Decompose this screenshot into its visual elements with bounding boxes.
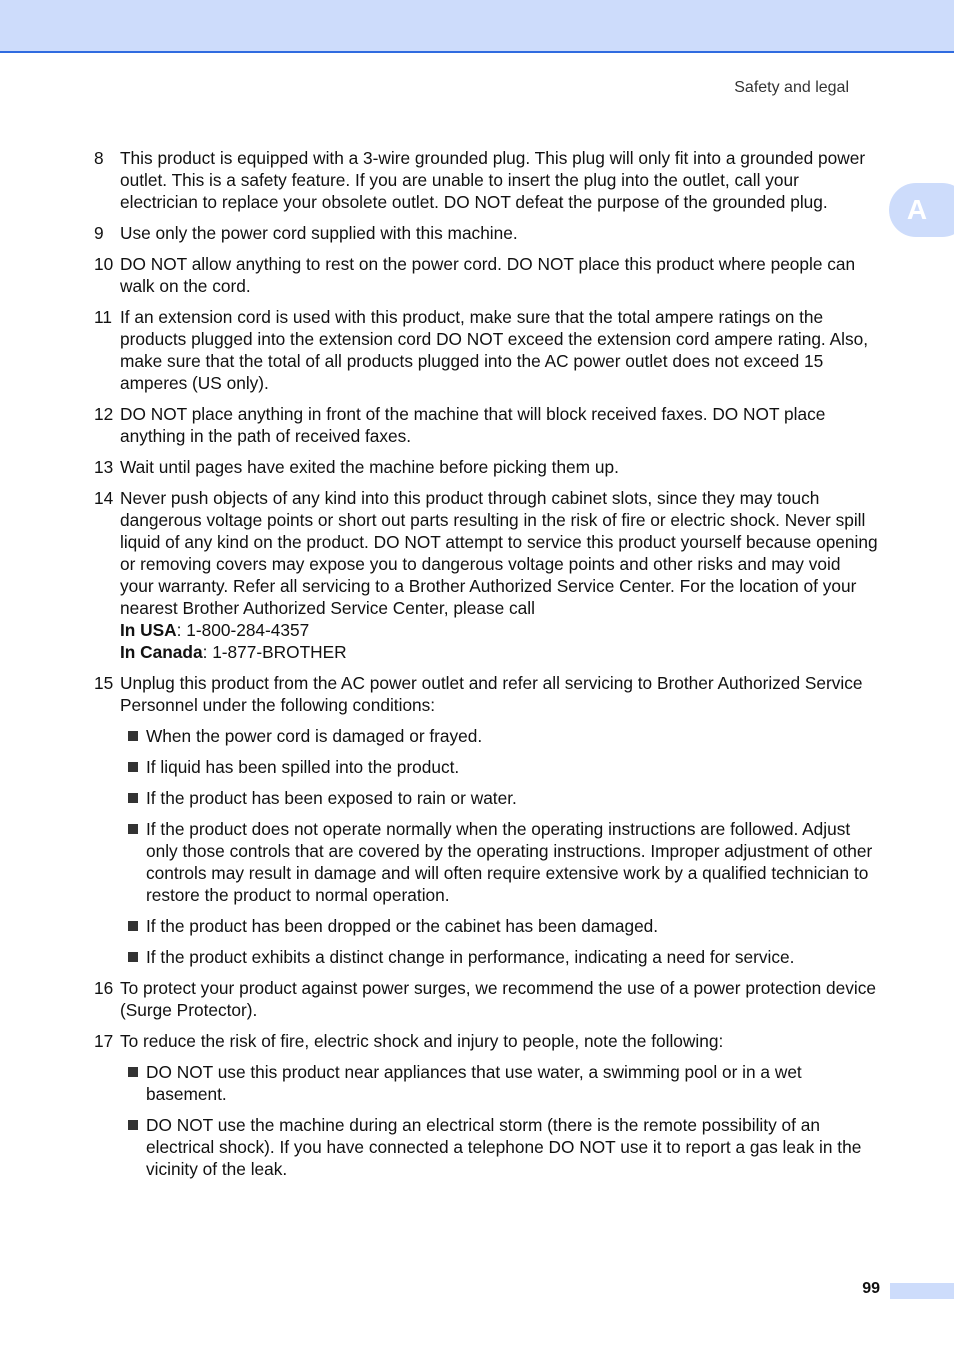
- bullet-item: [120, 946, 878, 968]
- bullet-text: When the power cord is damaged or frayed.: [146, 726, 483, 746]
- item-number: 12: [94, 404, 114, 424]
- item-text: This product is equipped with a 3-wire grounded plug. This plug will only fit into a grounded power outlet. This is a safety feature. If you are unable to insert the plug into the outlet, call your electrician to replace your obsolete outlet. DO NOT defeat the purpose of the grounded plug.: [120, 148, 866, 212]
- item-text: If an extension cord is used with this product, make sure that the total ampere ratings on the products plugged into the extension cord DO NOT exceed the extension cord ampere rating. Also, make sure that the total of all products plugged into the AC power outlet does not exceed 15 amperes (US only).: [120, 307, 869, 393]
- item-text: Wait until pages have exited the machine before picking them up.: [120, 457, 619, 477]
- usa-label: In USA: [120, 620, 177, 640]
- item-text: Use only the power cord supplied with this machine.: [120, 223, 518, 243]
- bullet-list: [120, 1061, 878, 1180]
- bullet-text: DO NOT use this product near appliances that use water, a swimming pool or in a wet basement.: [146, 1062, 802, 1104]
- list-item: [94, 977, 878, 1021]
- running-header: Safety and legal: [734, 79, 849, 96]
- chapter-tab: [889, 183, 954, 237]
- bullet-text: If the product does not operate normally when the operating instructions are followed. Adjust only those controls that are covered by the operating instructions. Improper adjustment of other controls may result in damage and will often require extensive work by a qualified technician to restore the product to normal operation.: [146, 819, 873, 905]
- item-text: Never push objects of any kind into this product through cabinet slots, since they may touch dangerous voltage points or short out parts resulting in the risk of fire or electric shock. Never spill liquid of any kind on the product. DO NOT attempt to service this product yourself because opening or removing covers may expose you to dangerous voltage points and other risks and may void your warranty. Refer all servicing to a Brother Authorized Service Center. For the location of your nearest Brother Authorized Service Center, please call: [120, 488, 878, 618]
- bullet-text: If the product has been exposed to rain or water.: [146, 788, 517, 808]
- page-number: 99: [862, 1280, 880, 1297]
- item-number: 17: [94, 1031, 114, 1051]
- bullet-item: [120, 1061, 878, 1105]
- bullet-text: If the product exhibits a distinct change in performance, indicating a need for service.: [146, 947, 795, 967]
- bullet-text: If the product has been dropped or the cabinet has been damaged.: [146, 916, 659, 936]
- bullet-list: [120, 725, 878, 968]
- bullet-item: [120, 915, 878, 937]
- bullet-item: [120, 818, 878, 906]
- item-number: 15: [94, 673, 114, 693]
- item-text: DO NOT place anything in front of the machine that will block received faxes. DO NOT place anything in the path of received faxes.: [120, 404, 826, 446]
- canada-phone-line: [120, 641, 878, 663]
- list-item: [94, 253, 878, 297]
- list-item: [94, 1030, 878, 1180]
- item-number: 11: [94, 307, 112, 327]
- list-item: [94, 222, 878, 244]
- square-bullet-icon: [128, 824, 138, 834]
- item-text: Unplug this product from the AC power outlet and refer all servicing to Brother Authorized Service Personnel under the following conditions:: [120, 673, 863, 715]
- bullet-item: [120, 1114, 878, 1180]
- square-bullet-icon: [128, 762, 138, 772]
- item-number: 8: [94, 148, 104, 168]
- bullet-item: [120, 756, 878, 778]
- list-item: [94, 456, 878, 478]
- bullet-item: [120, 787, 878, 809]
- square-bullet-icon: [128, 921, 138, 931]
- bullet-text: If liquid has been spilled into the product.: [146, 757, 460, 777]
- list-item: [94, 487, 878, 663]
- safety-instructions: [94, 147, 878, 1189]
- square-bullet-icon: [128, 1120, 138, 1130]
- list-item: [94, 306, 878, 394]
- footer-band: [890, 1283, 954, 1299]
- item-number: 9: [94, 223, 104, 243]
- bullet-item: [120, 725, 878, 747]
- square-bullet-icon: [128, 952, 138, 962]
- usa-phone-line: [120, 619, 878, 641]
- usa-phone-number: : 1-800-284-4357: [176, 620, 310, 640]
- item-text: DO NOT allow anything to rest on the power cord. DO NOT place this product where people can walk on the cord.: [120, 254, 856, 296]
- top-header-band: [0, 0, 954, 53]
- chapter-tab-letter: A: [906, 194, 928, 225]
- square-bullet-icon: [128, 793, 138, 803]
- square-bullet-icon: [128, 1067, 138, 1077]
- list-item: [94, 403, 878, 447]
- item-number: 16: [94, 978, 114, 998]
- canada-label: In Canada: [120, 642, 203, 662]
- list-item: [94, 672, 878, 968]
- list-item: [94, 147, 878, 213]
- bullet-text: DO NOT use the machine during an electrical storm (there is the remote possibility of an electrical shock). If you have connected a telephone DO NOT use it to report a gas leak in the vicinity of the leak.: [146, 1115, 862, 1179]
- canada-phone-number: : 1-877-BROTHER: [202, 642, 347, 662]
- item-number: 13: [94, 457, 114, 477]
- item-text: To reduce the risk of fire, electric shock and injury to people, note the following:: [120, 1031, 724, 1051]
- item-number: 10: [94, 254, 114, 274]
- item-number: 14: [94, 488, 114, 508]
- item-text: To protect your product against power surges, we recommend the use of a power protection device (Surge Protector).: [120, 978, 876, 1020]
- square-bullet-icon: [128, 731, 138, 741]
